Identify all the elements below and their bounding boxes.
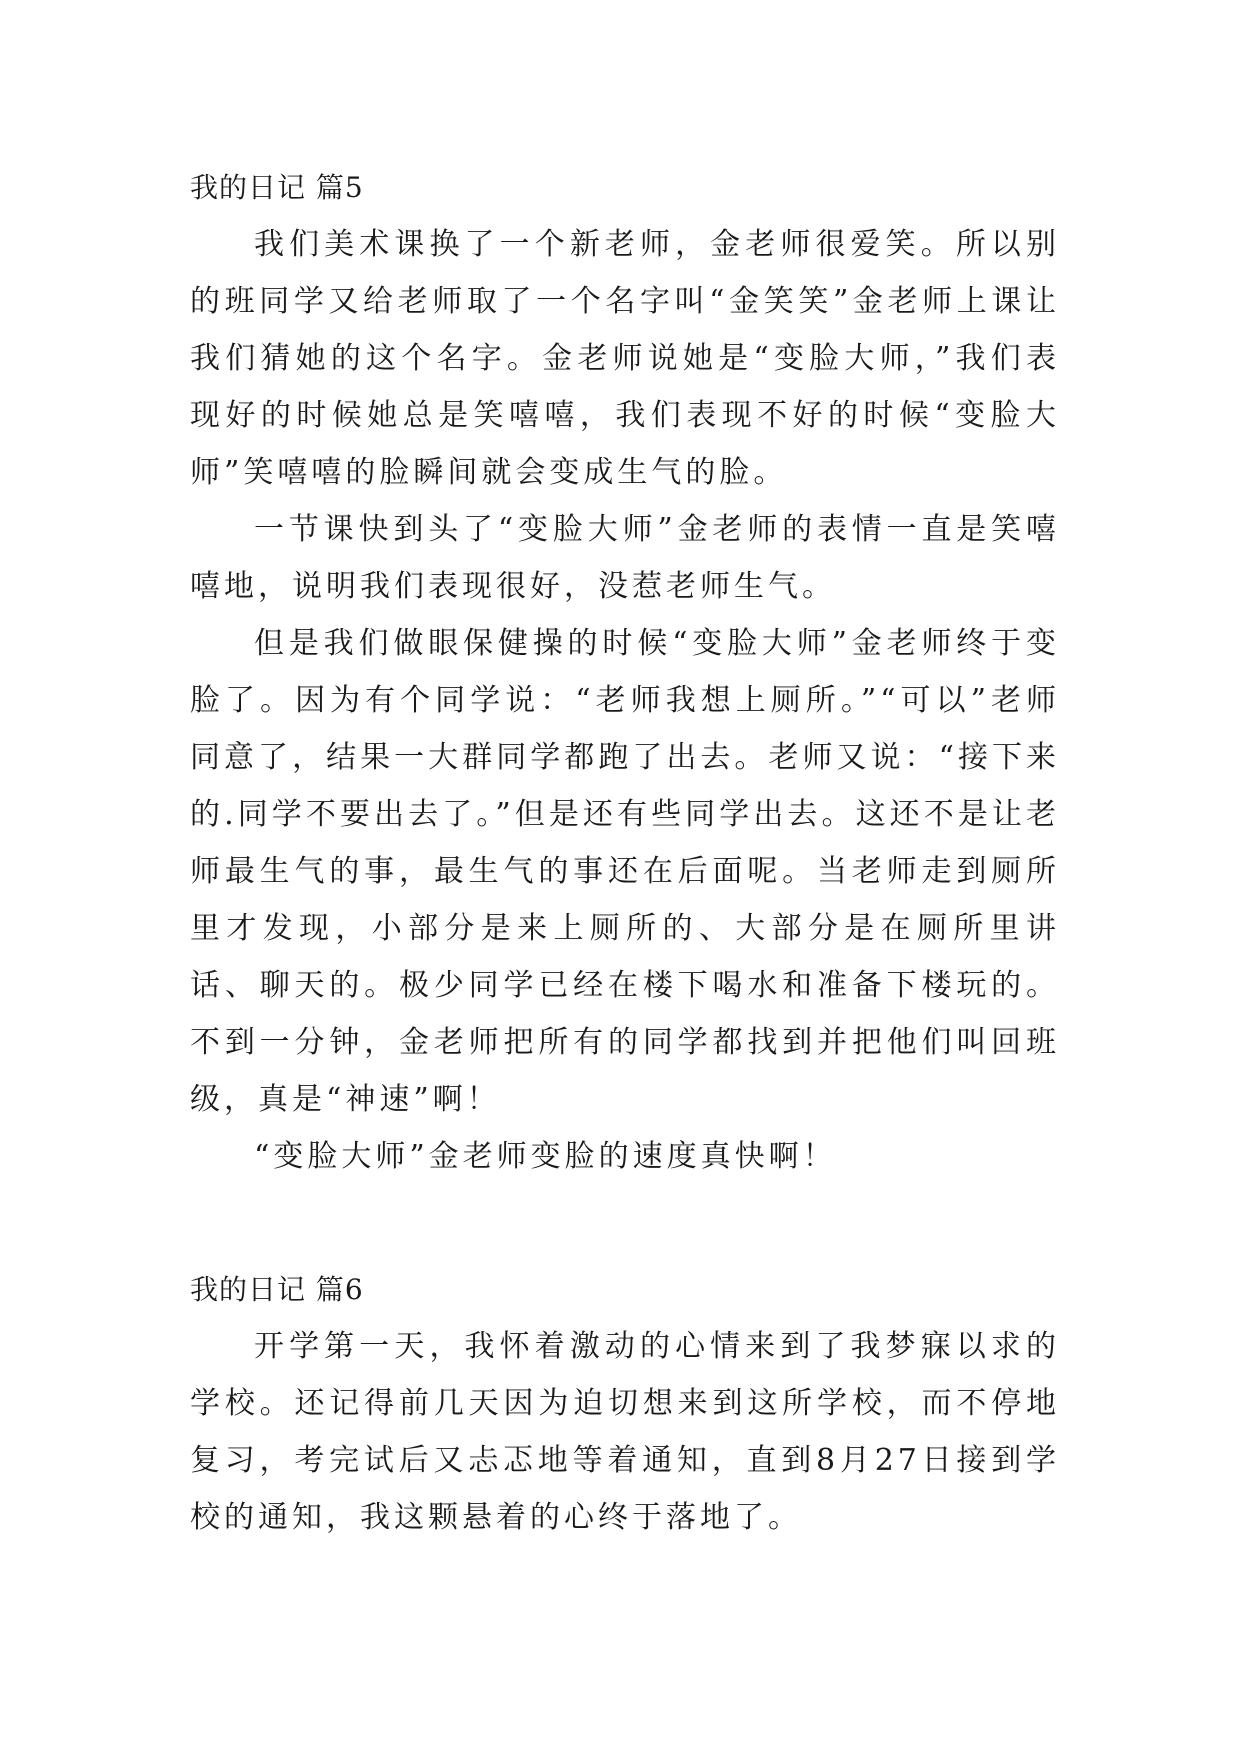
entry-heading: 我的日记 篇5 [190, 171, 364, 204]
diary-entry-6 [190, 1262, 1060, 1546]
entry-paragraph: 我们美术课换了一个新老师，金老师很爱笑。所以别的班同学又给老师取了一个名字叫“金笑笑”金老师上课让我们猜她的这个名字。金老师说她是“变脸大师，”我们表现好的时候她总是笑嘻嘻，我们表现不好的时候“变脸大师”笑嘻嘻的脸瞬间就会变成生气的脸。 [190, 227, 1060, 490]
entry-paragraph: 但是我们做眼保健操的时候“变脸大师”金老师终于变脸了。因为有个同学说：“老师我想上厕所。”“可以”老师同意了，结果一大群同学都跑了出去。老师又说：“接下来的.同学不要出去了。”但是还有些同学出去。这还不是让老师最生气的事，最生气的事还在后面呢。当老师走到厕所里才发现，小部分是来上厕所的、大部分是在厕所里讲话、聊天的。极少同学已经在楼下喝水和准备下楼玩的。不到一分钟，金老师把所有的同学都找到并把他们叫回班级，真是“神速”啊！ [190, 626, 1060, 1117]
entry-paragraph: 开学第一天，我怀着激动的心情来到了我梦寐以求的学校。还记得前几天因为迫切想来到这所学校，而不停地复习，考完试后又忐忑地等着通知，直到8月27日接到学校的通知，我这颗悬着的心终于落地了。 [190, 1329, 1060, 1535]
entry-paragraph: 一节课快到头了“变脸大师”金老师的表情一直是笑嘻嘻地，说明我们表现很好，没惹老师生气。 [190, 512, 1060, 604]
entry-heading: 我的日记 篇6 [190, 1273, 364, 1306]
diary-entry-5 [190, 160, 1060, 1185]
entry-paragraph: “变脸大师”金老师变脸的速度真快啊！ [254, 1139, 837, 1174]
